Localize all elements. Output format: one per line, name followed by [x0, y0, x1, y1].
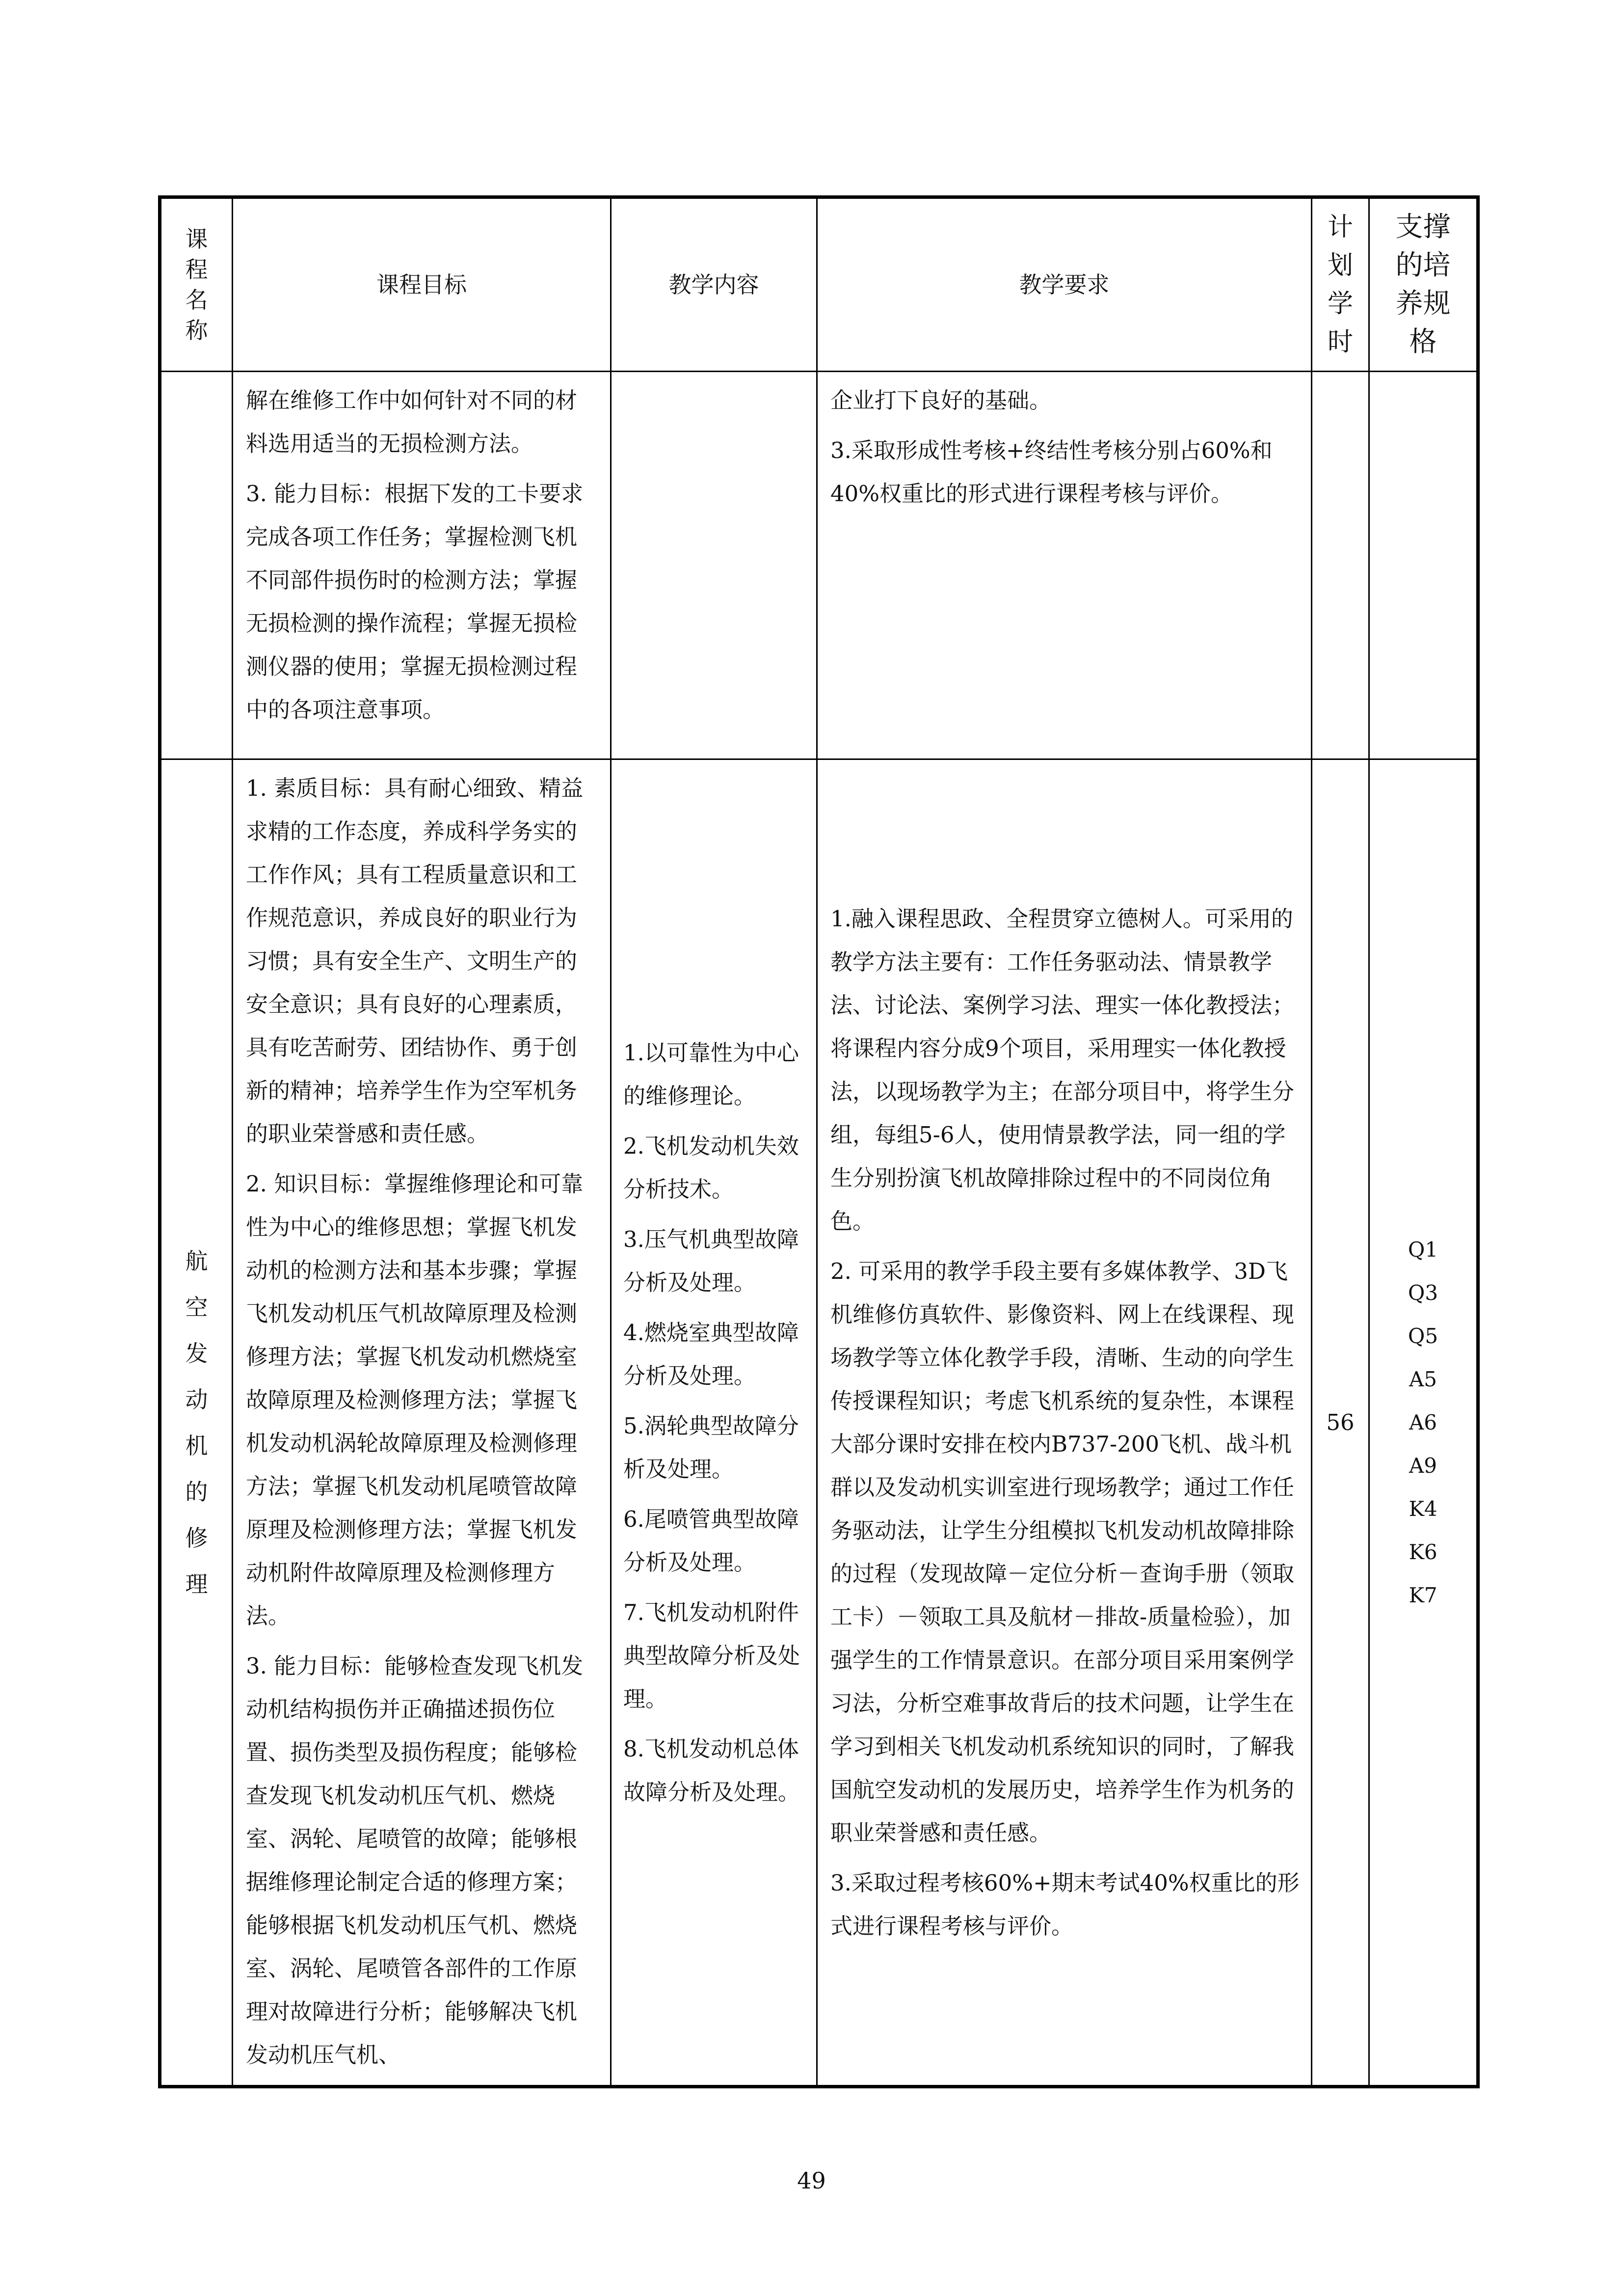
objective-paragraph: 1. 素质目标：具有耐心细致、精益求精的工作态度，养成科学务实的工作作风；具有工程质量意识和工作规范意识，养成良好的职业行为习惯；具有安全生产、文明生产的安全意识；具有良好的心理素质，具有吃苦耐劳、团结协作、勇于创新的精神；培养学生作为空军机务的职业荣誉感和责任感。	[246, 775, 584, 1147]
hours-cell: 56	[1312, 759, 1369, 2087]
header-char: 划	[1327, 251, 1353, 280]
course-name-char: 修	[185, 1524, 208, 1551]
support-code: Q1	[1408, 1237, 1438, 1262]
table-header-row	[160, 197, 1478, 372]
header-course-name	[160, 197, 233, 372]
support-code: K6	[1409, 1540, 1437, 1564]
support-code: A9	[1409, 1453, 1437, 1478]
support-code: A6	[1409, 1410, 1437, 1434]
support-code: K7	[1409, 1583, 1437, 1607]
header-char: 计	[1327, 213, 1353, 242]
support-codes-cell	[1369, 759, 1478, 2087]
header-requirements: 教学要求	[817, 197, 1312, 372]
requirements-cell	[817, 372, 1312, 759]
header-char: 程	[185, 256, 208, 283]
header-content: 教学内容	[611, 197, 817, 372]
requirement-paragraph: 企业打下良好的基础。	[830, 387, 1052, 413]
course-name-char: 动	[185, 1386, 208, 1413]
table-row	[160, 372, 1478, 759]
content-item: 5.涡轮典型故障分析及处理。	[623, 1412, 799, 1482]
header-line: 格	[1409, 326, 1437, 358]
content-item: 6.尾喷管典型故障分析及处理。	[623, 1506, 799, 1575]
objective-paragraph: 3. 能力目标：能够检查发现飞机发动机结构损伤并正确描述损伤位置、损伤类型及损伤程度；能够检查发现飞机发动机压气机、燃烧室、涡轮、尾喷管的故障；能够根据维修理论制定合适的修理方案；能够根据飞机发动机压气机、燃烧室、涡轮、尾喷管各部件的工作原理对故障进行分析；能够解决飞机发动机压气机、	[246, 1653, 584, 2068]
header-char: 课	[185, 226, 208, 252]
objective-paragraph: 解在维修工作中如何针对不同的材料选用适当的无损检测方法。	[246, 387, 578, 457]
course-table	[158, 195, 1480, 2088]
content-cell	[611, 372, 817, 759]
header-objectives: 课程目标	[233, 197, 611, 372]
course-name-char: 航	[185, 1247, 208, 1274]
content-item: 2.飞机发动机失效分析技术。	[623, 1133, 799, 1202]
support-code: A5	[1409, 1367, 1437, 1391]
header-char: 称	[185, 317, 208, 344]
header-char: 名	[185, 287, 208, 313]
content-item: 4.燃烧室典型故障分析及处理。	[623, 1319, 799, 1389]
support-code: Q3	[1408, 1280, 1438, 1305]
requirement-paragraph: 3.采取过程考核60%+期末考试40%权重比的形式进行课程考核与评价。	[830, 1869, 1300, 1939]
content-item: 3.压气机典型故障分析及处理。	[623, 1226, 799, 1296]
objective-paragraph: 2. 知识目标：掌握维修理论和可靠性为中心的维修思想；掌握飞机发动机的检测方法和基本步骤；掌握飞机发动机压气机故障原理及检测修理方法；掌握飞机发动机燃烧室故障原理及检测修理方法；掌握飞机发动机涡轮故障原理及检测修理方法；掌握飞机发动机尾喷管故障原理及检测修理方法；掌握飞机发动机附件故障原理及检测修理方法。	[246, 1171, 584, 1629]
header-hours	[1312, 197, 1369, 372]
requirement-paragraph: 2. 可采用的教学手段主要有多媒体教学、3D飞机维修仿真软件、影像资料、网上在线课程、现场教学等立体化教学手段，清晰、生动的向学生传授课程知识；考虑飞机系统的复杂性，本课程大部分课时安排在校内B737-200飞机、战斗机群以及发动机实训室进行现场教学；通过工作任务驱动法，让学生分组模拟飞机发动机故障排除的过程（发现故障－定位分析－查询手册（领取工卡）－领取工具及航材－排故-质量检验），加强学生的工作情景意识。在部分项目采用案例学习法，分析空难事故背后的技术问题，让学生在学习到相关飞机发动机系统知识的同时，了解我国航空发动机的发展历史，培养学生作为机务的职业荣誉感和责任感。	[830, 1258, 1295, 1846]
table-row	[160, 759, 1478, 2087]
course-name-cell	[160, 372, 233, 759]
requirement-paragraph: 3.采取形成性考核+终结性考核分别占60%和40%权重比的形式进行课程考核与评价。	[830, 437, 1273, 507]
course-name-char: 理	[185, 1570, 208, 1597]
support-code: Q5	[1408, 1324, 1438, 1348]
objectives-cell	[233, 759, 611, 2087]
course-name-cell	[160, 759, 233, 2087]
course-name-char: 机	[185, 1432, 208, 1459]
hours-cell	[1312, 372, 1369, 759]
content-cell	[611, 759, 817, 2087]
course-name-char: 空	[185, 1294, 208, 1321]
header-line: 支撑	[1395, 211, 1451, 243]
page-number: 49	[797, 2167, 826, 2194]
course-name-char: 发	[185, 1340, 208, 1367]
header-char: 时	[1327, 327, 1353, 357]
requirement-paragraph: 1.融入课程思政、全程贯穿立德树人。可采用的教学方法主要有：工作任务驱动法、情景教学法、讨论法、案例学习法、理实一体化教授法；将课程内容分成9个项目，采用理实一体化教授法，以现场教学为主；在部分项目中，将学生分组，每组5-6人，使用情景教学法，同一组的学生分别扮演飞机故障排除过程中的不同岗位角色。	[830, 905, 1295, 1234]
header-support	[1369, 197, 1478, 372]
objectives-cell	[233, 372, 611, 759]
content-item: 8.飞机发动机总体故障分析及处理。	[623, 1735, 800, 1805]
objective-paragraph: 3. 能力目标：根据下发的工卡要求完成各项工作任务；掌握检测飞机不同部件损伤时的检测方法；掌握无损检测的操作流程；掌握无损检测仪器的使用；掌握无损检测过程中的各项注意事项。	[246, 481, 584, 723]
support-cell	[1369, 372, 1478, 759]
content-item: 7.飞机发动机附件典型故障分析及处理。	[623, 1599, 800, 1712]
support-code: K4	[1409, 1496, 1437, 1521]
header-line: 养规	[1395, 288, 1451, 320]
requirements-cell	[817, 759, 1312, 2087]
course-name-char: 的	[185, 1478, 208, 1505]
header-line: 的培	[1395, 249, 1451, 281]
content-item: 1.以可靠性为中心的维修理论。	[623, 1039, 799, 1109]
header-char: 学	[1327, 289, 1353, 319]
